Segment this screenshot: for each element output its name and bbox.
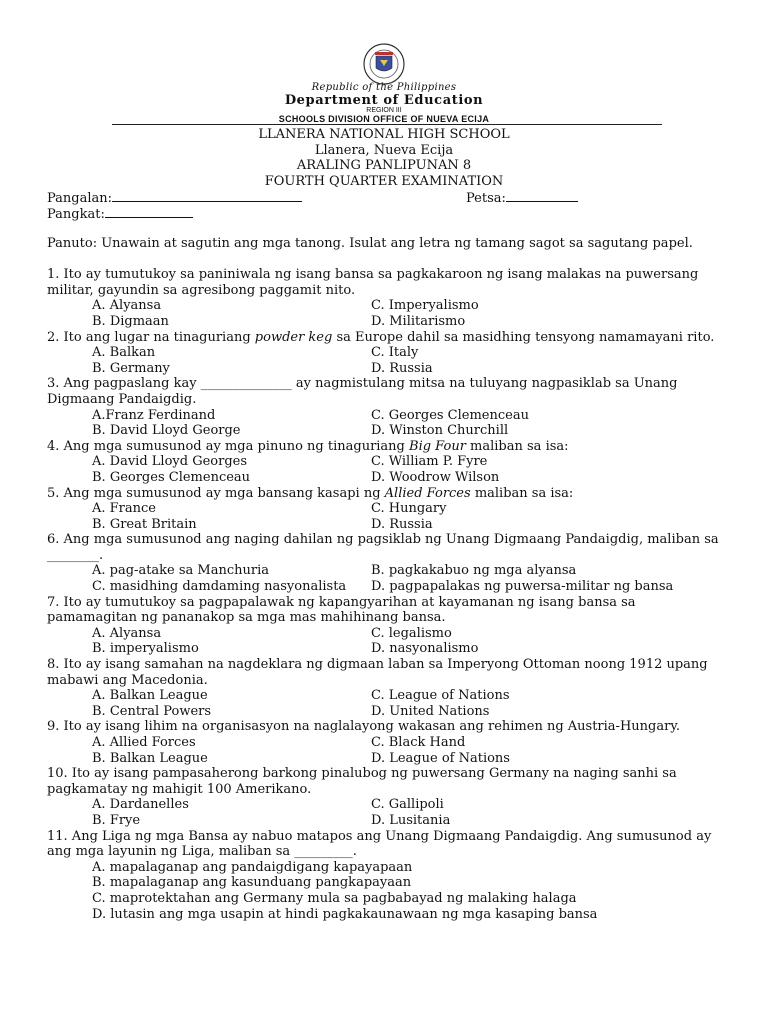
date-blank[interactable] <box>506 190 578 202</box>
question-5 <box>47 486 727 533</box>
option: D. Woodrow Wilson <box>371 469 500 485</box>
question-4 <box>47 439 727 486</box>
option: D. Russia <box>371 360 433 376</box>
option: B. Great Britain <box>92 516 197 532</box>
school-location: Llanera, Nueva Ecija <box>314 143 454 158</box>
option: A. Alyansa <box>92 298 162 314</box>
question-text: 2. Ito ang lugar na tinaguriang powder keg sa Europe dahil sa masidhing tensyong namamayani rito. <box>47 329 715 345</box>
department-line: Department of Education <box>284 93 484 108</box>
option: C. Hungary <box>371 501 447 517</box>
school-name: LLANERA NATIONAL HIGH SCHOOL <box>258 127 510 142</box>
section-label: Pangkat: <box>47 207 105 222</box>
question-text: 5. Ang mga sumusunod ay mga bansang kasapi ng Allied Forces maliban sa isa: <box>47 485 574 501</box>
question-text: 7. Ito ay tumutukoy sa pagpapalawak ng kapangyarihan at kayamanan ng isang bansa sa pamamagitan ng pananakop sa mga mas mahihinang bansa. <box>47 594 636 626</box>
date-label: Petsa: <box>466 191 506 206</box>
option: B. Georges Clemenceau <box>92 469 251 485</box>
option: D. pagpapalakas ng puwersa-militar ng bansa <box>371 579 674 595</box>
option: B. mapalaganap ang kasunduang pangkapayaan <box>92 875 412 891</box>
division-line: SCHOOLS DIVISION OFFICE OF NUEVA ECIJA <box>278 114 490 124</box>
option: B. Central Powers <box>92 703 212 719</box>
exam-body <box>47 236 727 922</box>
question-text: 1. Ito ay tumutukoy sa paniniwala ng isang bansa sa pagkakaroon ng isang malakas na puwersang militar, gayundin sa agresibong paggamit nito. <box>47 267 699 298</box>
option: B. imperyalismo <box>92 641 199 657</box>
question-text: 8. Ito ay isang samahan na nagdeklara ng digmaan laban sa Imperyong Ottoman noong 1912 upang mabawi ang Macedonia. <box>47 657 708 688</box>
option: C. Imperyalismo <box>371 298 479 314</box>
option: A. Dardanelles <box>92 797 189 813</box>
question-text: 3. Ang pagpaslang kay ______________ ay nagmistulang mitsa na tuluyang nagpasiklab sa Unang Digmaang Pandaigdig. <box>47 376 678 407</box>
date-row <box>466 190 578 207</box>
option: A. pag-atake sa Manchuria <box>92 563 270 579</box>
republic-line: Republic of the Philippines <box>311 82 457 93</box>
question-text: 10. Ito ay isang pampasaherong barkong pinalubog ng puwersang Germany na naging sanhi sa pagkamatay ng mahigit 100 Amerikano. <box>47 766 677 797</box>
region-line: REGION III <box>366 107 402 114</box>
question-text: 11. Ang Liga ng mga Bansa ay nabuo matapos ang Unang Digmaang Pandaigdig. Ang sumusunod ay ang mga layunin ng Liga, maliban sa _________. <box>47 828 712 860</box>
option: B. Germany <box>92 360 170 376</box>
instructions: Panuto: Unawain at sagutin ang mga tanong. Isulat ang letra ng tamang sagot sa sagutang papel. <box>47 236 693 251</box>
question-6 <box>47 532 727 594</box>
option: C. legalismo <box>371 625 452 641</box>
option: A. Balkan <box>92 345 156 361</box>
question-11 <box>47 829 727 923</box>
option: D. Militarismo <box>371 313 466 329</box>
option: D. Lusitania <box>371 812 451 828</box>
option: B. Frye <box>92 812 141 828</box>
subject-title: ARALING PANLIPUNAN 8 <box>296 158 472 173</box>
option: D. United Nations <box>371 703 490 719</box>
option: B. David Lloyd George <box>92 423 241 439</box>
option: D. nasyonalismo <box>371 641 479 657</box>
option: A. France <box>92 501 156 517</box>
question-7 <box>47 595 727 657</box>
option: D. League of Nations <box>371 750 510 766</box>
section-row <box>47 206 193 223</box>
name-label: Pangalan: <box>47 191 113 206</box>
name-row <box>47 190 302 207</box>
question-10 <box>47 766 727 828</box>
option: A. Balkan League <box>92 688 208 704</box>
option: C. William P. Fyre <box>371 454 488 470</box>
option: A. David Lloyd Georges <box>92 454 248 470</box>
option: D. Russia <box>371 516 433 532</box>
question-1 <box>47 267 727 329</box>
name-blank[interactable] <box>112 190 302 202</box>
exam-title: FOURTH QUARTER EXAMINATION <box>264 174 504 189</box>
option: D. Winston Churchill <box>371 423 509 439</box>
option: A. mapalaganap ang pandaigdigang kapayapaan <box>92 859 413 875</box>
option: C. Georges Clemenceau <box>371 407 529 423</box>
option: C. masidhing damdaming nasyonalista <box>92 579 347 595</box>
option: D. lutasin ang mga usapin at hindi pagkakaunawaan ng mga kasaping bansa <box>92 906 598 922</box>
question-8 <box>47 657 727 719</box>
question-text: 6. Ang mga sumusunod ang naging dahilan ng pagsiklab ng Unang Digmaang Pandaigdig, maliban sa ________. <box>47 532 719 563</box>
option: A.Franz Ferdinand <box>92 407 216 423</box>
question-9 <box>47 719 727 766</box>
option: B. pagkakabuo ng mga alyansa <box>371 563 577 579</box>
option: C. Gallipoli <box>371 797 444 813</box>
question-text: 9. Ito ay isang lihim na organisasyon na naglalayong wakasan ang rehimen ng Austria-Hungary. <box>47 719 681 735</box>
letterhead-rule <box>112 124 662 125</box>
option: C. Black Hand <box>371 735 466 750</box>
option: C. League of Nations <box>371 688 510 704</box>
option: B. Digmaan <box>92 313 169 329</box>
question-3 <box>47 376 727 438</box>
question-2 <box>47 330 727 377</box>
deped-seal-icon <box>354 42 414 86</box>
option: A. Alyansa <box>92 625 162 641</box>
option: C. maprotektahan ang Germany mula sa pagbabayad ng malaking halaga <box>92 890 577 906</box>
option: C. Italy <box>371 345 419 361</box>
section-blank[interactable] <box>105 206 193 218</box>
question-text: 4. Ang mga sumusunod ay mga pinuno ng tinaguriang Big Four maliban sa isa: <box>47 438 569 454</box>
option: B. Balkan League <box>92 750 208 766</box>
option: A. Allied Forces <box>92 735 196 750</box>
